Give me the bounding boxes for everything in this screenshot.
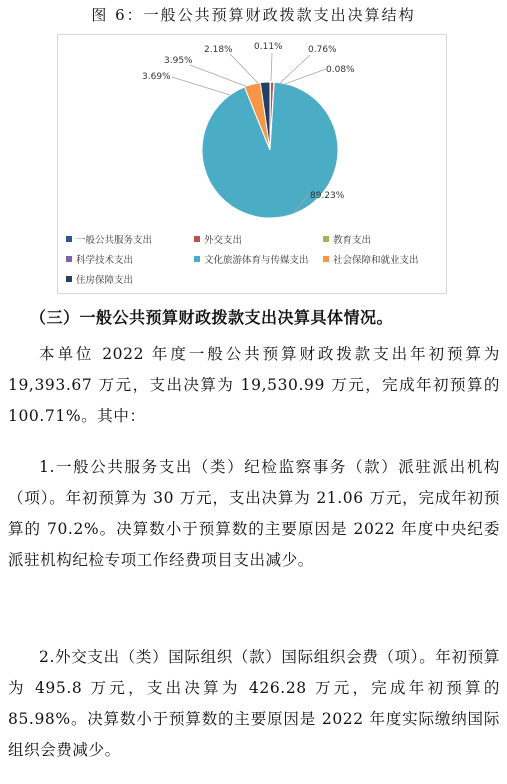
legend-swatch [66,256,72,262]
legend-label: 教育支出 [333,235,372,246]
legend-item-general-public-service [66,232,152,246]
legend-label: 外交支出 [204,235,243,246]
legend-label: 社会保障和就业支出 [333,255,419,266]
legend-label: 文化旅游体育与传媒支出 [204,255,309,266]
legend-item-culture-tourism-sports-media [194,252,309,266]
legend-label: 住房保障支出 [76,275,134,286]
slice-data-label: 2.18% [204,45,233,55]
legend-label: 一般公共服务支出 [76,235,153,246]
leader-line [172,77,230,95]
figure-title: 图 6：一般公共预算财政拨款支出决算结构 [91,6,416,24]
legend-swatch [323,236,329,242]
slice-data-label: 89.23% [310,191,345,201]
slice-data-label: 0.11% [254,42,283,52]
slice-data-label: 0.08% [326,65,355,75]
paragraph-summary: 本单位 2022 年度一般公共预算财政拨款支出年初预算为 19,393.67 万元，支出决算为 19,530.99 万元，完成年初预算的 100.71%。其中： [8,345,500,425]
legend-item-housing-security [66,272,133,286]
legend-item-science-technology [66,252,133,266]
slice-data-label: 0.76% [308,45,337,55]
leader-line [271,53,272,81]
legend-swatch [323,256,329,262]
legend-swatch [66,236,72,242]
leader-line [280,55,310,83]
pie-chart [57,34,447,294]
legend-item-social-security-employment [323,252,419,266]
section-heading: （三）一般公共预算财政拨款支出决算具体情况。 [30,308,394,327]
leader-line [282,69,326,85]
slice-data-label: 3.95% [164,56,193,66]
paragraph-foreign-affairs: 2.外交支出（类）国际组织（款）国际组织会费（项）。年初预算为 495.8 万元，支出决算为 426.28 万元，完成年初预算的 85.98%。决算数小于预算数的主要原因是 2022 年度实际缴纳国际组织会费减少。 [8,648,500,759]
legend-label: 科学技术支出 [76,255,134,266]
legend-swatch [194,236,200,242]
paragraph-general-public-service: 1.一般公共服务支出（类）纪检监察事务（款）派驻派出机构（项）。年初预算为 30 万元，支出决算为 21.06 万元，完成年初预算的 70.2%。决算数小于预算数的主要原因是 2022 年度中央纪委派驻机构纪检专项工作经费项目支出减少。 [8,458,500,569]
legend-swatch [194,256,200,262]
legend-item-education [323,232,371,246]
legend-swatch [66,276,72,282]
legend-item-foreign-affairs [194,232,242,246]
slice-data-label: 3.69% [142,72,171,82]
leader-line [190,65,248,87]
leader-line [230,54,258,83]
